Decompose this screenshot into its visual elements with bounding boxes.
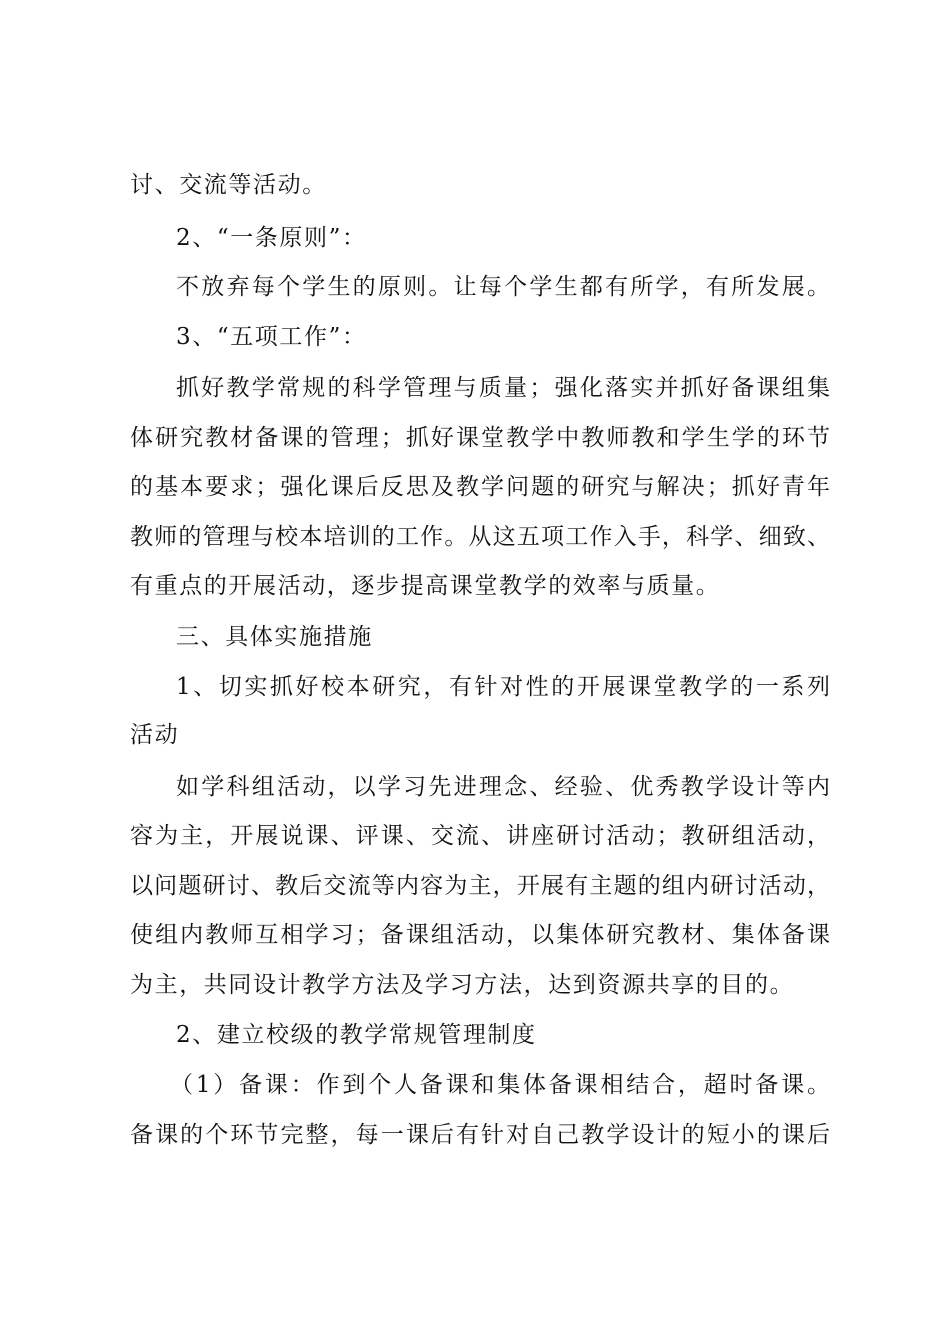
text-line-19: （1）备课：作到个人备课和集体备课相结合，超时备课。: [170, 1072, 830, 1098]
text-line-16: 使组内教师互相学习；备课组活动，以集体研究教材、集体备课: [130, 922, 830, 948]
text-line-7: 的基本要求；强化课后反思及教学问题的研究与解决；抓好青年: [130, 474, 830, 500]
text-line-15: 以问题研讨、教后交流等内容为主，开展有主题的组内研讨活动，: [130, 873, 830, 899]
section-heading-measures: 三、具体实施措施: [176, 624, 373, 650]
text-line-8: 教师的管理与校本培训的工作。从这五项工作入手，科学、细致、: [130, 524, 830, 550]
text-line-13: 如学科组活动，以学习先进理念、经验、优秀教学设计等内: [176, 774, 830, 800]
text-line-5: 抓好教学常规的科学管理与质量；强化落实并抓好备课组集: [176, 375, 830, 401]
text-line-12: 活动: [130, 722, 180, 748]
text-line-1: 讨、交流等活动。: [130, 172, 327, 198]
subheading-school-research: 1、切实抓好校本研究，有针对性的开展课堂教学的一系列: [176, 674, 830, 700]
text-line-3: 不放弃每个学生的原则。让每个学生都有所学，有所发展。: [176, 274, 830, 300]
text-line-6: 体研究教材备课的管理；抓好课堂教学中教师教和学生学的环节: [130, 425, 830, 451]
text-line-14: 容为主，开展说课、评课、交流、讲座研讨活动；教研组活动，: [130, 823, 830, 849]
text-line-9: 有重点的开展活动，逐步提高课堂教学的效率与质量。: [130, 573, 721, 599]
text-line-17: 为主，共同设计教学方法及学习方法，达到资源共享的目的。: [130, 972, 795, 998]
subheading-routine-system: 2、建立校级的教学常规管理制度: [176, 1022, 537, 1048]
text-line-20: 备课的个环节完整，每一课后有针对自己教学设计的短小的课后: [130, 1122, 830, 1148]
heading-one-principle: 2、“一条原则”：: [176, 225, 367, 251]
heading-five-tasks: 3、“五项工作”：: [176, 324, 367, 350]
